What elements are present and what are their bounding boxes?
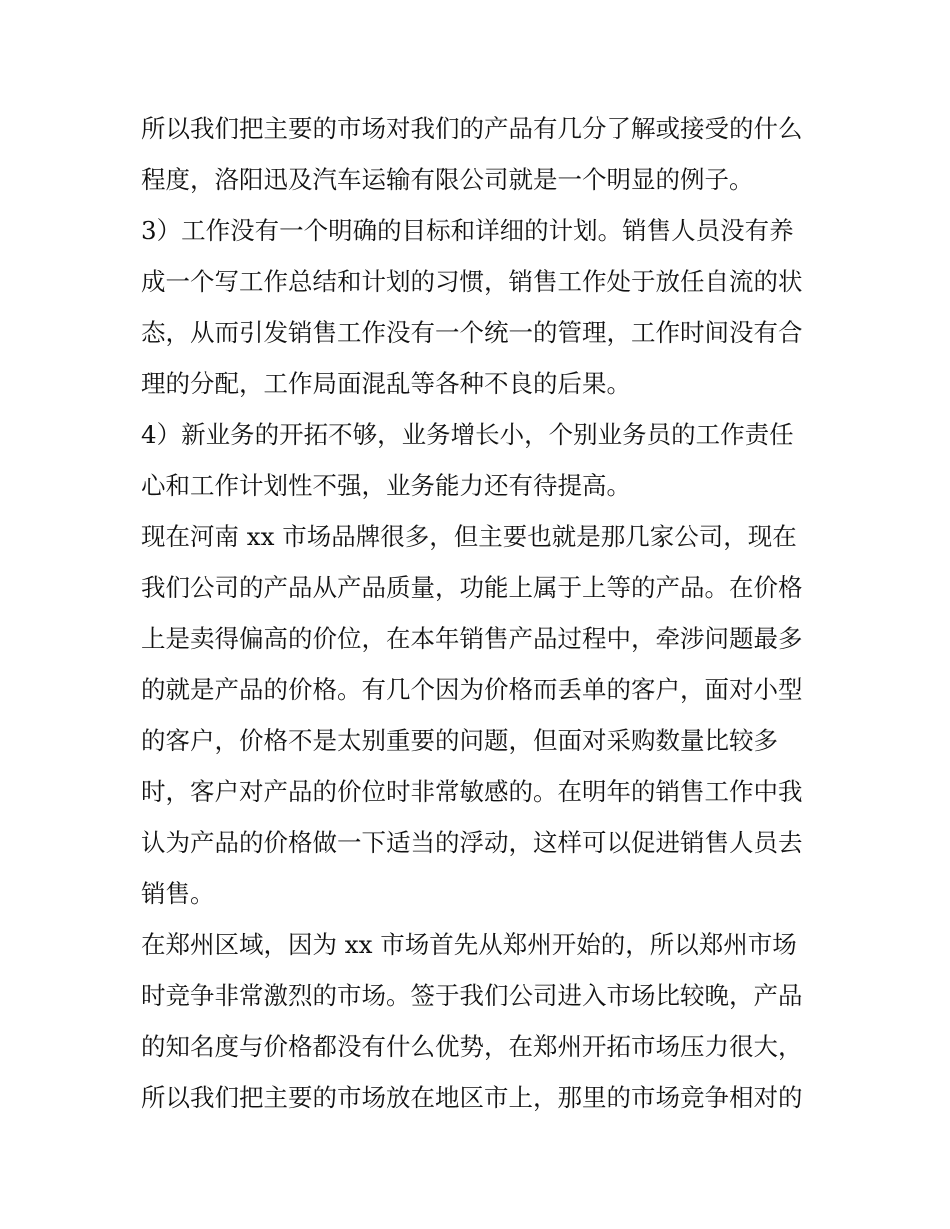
text-line-20: 所以我们把主要的市场放在地区市上，那里的市场竞争相对的	[141, 1083, 803, 1112]
text-line-12: 的就是产品的价格。有几个因为价格而丢单的客户，面对小型	[141, 675, 803, 704]
text-line-11: 上是卖得偏高的价位，在本年销售产品过程中，牵涉问题最多	[141, 624, 803, 653]
text-line-14: 时，客户对产品的价位时非常敏感的。在明年的销售工作中我	[141, 777, 803, 806]
text-line-7: 4）新业务的开拓不够，业务增长小，个别业务员的工作责任	[141, 420, 794, 449]
text-line-10: 我们公司的产品从产品质量，功能上属于上等的产品。在价格	[141, 573, 803, 602]
text-line-17: 在郑州区域，因为 xx 市场首先从郑州开始的，所以郑州市场	[141, 930, 797, 959]
text-line-13: 的客户，价格不是太别重要的问题，但面对采购数量比较多	[141, 726, 778, 755]
text-line-19: 的知名度与价格都没有什么优势，在郑州开拓市场压力很大，	[141, 1032, 803, 1061]
text-line-8: 心和工作计划性不强，业务能力还有待提高。	[141, 471, 631, 500]
text-line-1: 所以我们把主要的市场对我们的产品有几分了解或接受的什么	[141, 114, 803, 143]
text-line-2: 程度，洛阳迅及汽车运输有限公司就是一个明显的例子。	[141, 165, 754, 194]
text-line-3: 3）工作没有一个明确的目标和详细的计划。销售人员没有养	[141, 216, 794, 245]
text-line-9: 现在河南 xx 市场品牌很多，但主要也就是那几家公司，现在	[141, 522, 797, 551]
text-line-18: 时竞争非常激烈的市场。签于我们公司进入市场比较晚，产品	[141, 981, 803, 1010]
text-line-16: 销售。	[141, 879, 215, 908]
text-line-15: 认为产品的价格做一下适当的浮动，这样可以促进销售人员去	[141, 828, 803, 857]
text-line-6: 理的分配，工作局面混乱等各种不良的后果。	[141, 369, 631, 398]
text-line-4: 成一个写工作总结和计划的习惯，销售工作处于放任自流的状	[141, 267, 803, 296]
body-text	[141, 107, 813, 1127]
text-line-5: 态，从而引发销售工作没有一个统一的管理，工作时间没有合	[141, 318, 803, 347]
